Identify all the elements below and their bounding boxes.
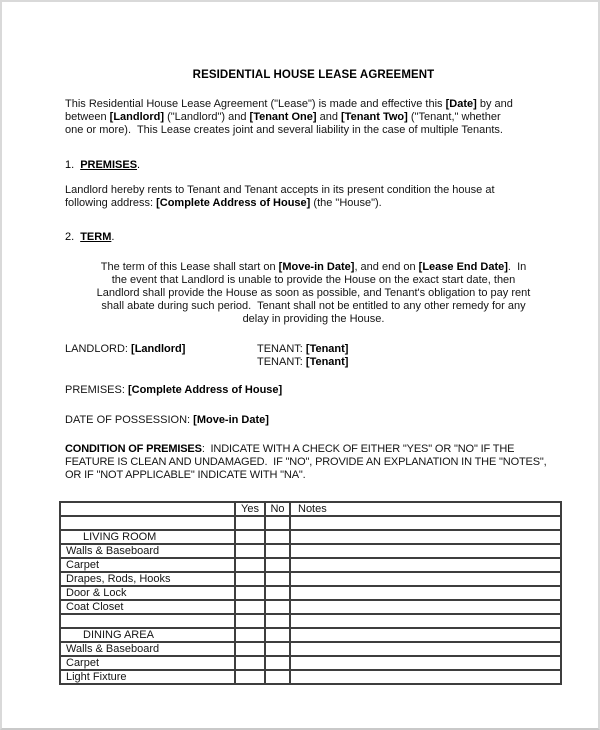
intro-paragraph xyxy=(65,98,562,137)
text-run: : INDICATE WITH A CHECK OF EITHER "YES" OR "NO" IF THE xyxy=(201,443,515,455)
no-cell xyxy=(265,558,290,572)
placeholder-field: [Tenant One] xyxy=(249,111,317,123)
section-heading-premises xyxy=(65,159,562,172)
table-row xyxy=(60,600,561,614)
text-run: (the "House"). xyxy=(310,197,382,209)
text-line xyxy=(257,356,348,369)
placeholder-field: CONDITION OF PREMISES xyxy=(65,443,202,455)
yes-header-cell: Yes xyxy=(235,502,265,516)
section-number: 2. xyxy=(65,231,75,243)
notes-cell xyxy=(290,544,561,558)
placeholder-field: [Landlord] xyxy=(131,343,186,355)
text-run: following address: xyxy=(65,197,157,209)
tenant-lines xyxy=(257,343,348,369)
text-run: between xyxy=(65,111,110,123)
notes-cell xyxy=(290,516,561,530)
feature-header-cell xyxy=(60,502,235,516)
text-run: FEATURE IS CLEAN AND UNDAMAGED. IF "NO", PROVIDE AN EXPLANATION IN THE "NOTES", xyxy=(65,456,547,468)
table-header-row xyxy=(60,502,561,516)
text-line xyxy=(65,197,562,210)
placeholder-field: [Move-in Date] xyxy=(193,414,269,426)
no-header-cell: No xyxy=(265,502,290,516)
term-paragraph xyxy=(65,261,562,326)
section-suffix: . xyxy=(137,159,141,171)
no-cell xyxy=(265,670,290,684)
text-line xyxy=(65,313,562,326)
yes-cell xyxy=(235,530,265,544)
text-run: PREMISES: xyxy=(65,384,128,396)
text-run: one or more). This Lease creates joint and several liability in the case of multiple Tenants. xyxy=(65,124,503,136)
text-line xyxy=(65,300,562,313)
text-line xyxy=(65,111,562,124)
feature-cell: Walls & Baseboard xyxy=(60,544,235,558)
yes-cell xyxy=(235,628,265,642)
yes-cell xyxy=(235,642,265,656)
placeholder-field: [Lease End Date] xyxy=(418,261,508,273)
premises-line xyxy=(65,384,562,397)
no-cell xyxy=(265,600,290,614)
text-run: . In xyxy=(507,261,527,273)
condition-paragraph xyxy=(65,443,575,482)
no-cell xyxy=(265,516,290,530)
condition-checklist-table xyxy=(59,501,562,685)
text-line xyxy=(65,287,562,300)
table-row xyxy=(60,628,561,642)
notes-cell xyxy=(290,628,561,642)
notes-cell xyxy=(290,600,561,614)
feature-cell xyxy=(60,614,235,628)
text-run: , and end on xyxy=(354,261,419,273)
table-row xyxy=(60,656,561,670)
premises-paragraph xyxy=(65,184,562,210)
text-line xyxy=(65,124,562,137)
feature-cell: Light Fixture xyxy=(60,670,235,684)
text-run: and xyxy=(316,111,342,123)
placeholder-field: [Tenant Two] xyxy=(341,111,408,123)
placeholder-field: [Landlord] xyxy=(109,111,165,123)
yes-cell xyxy=(235,572,265,586)
text-line xyxy=(65,443,575,456)
table-row xyxy=(60,614,561,628)
text-run: shall abate during such period. Tenant shall not be entitled to any other remedy for any xyxy=(101,300,526,312)
table-row xyxy=(60,642,561,656)
table-row xyxy=(60,572,561,586)
notes-cell xyxy=(290,656,561,670)
text-line xyxy=(257,343,348,356)
yes-cell xyxy=(235,586,265,600)
text-run: TENANT: xyxy=(257,356,306,368)
yes-cell xyxy=(235,558,265,572)
feature-cell: Door & Lock xyxy=(60,586,235,600)
table-row xyxy=(60,558,561,572)
notes-cell xyxy=(290,642,561,656)
possession-line xyxy=(65,414,562,427)
text-line xyxy=(65,456,575,469)
document-title: RESIDENTIAL HOUSE LEASE AGREEMENT xyxy=(192,69,435,81)
placeholder-field: [Date] xyxy=(445,98,477,110)
notes-cell xyxy=(290,670,561,684)
text-run: LANDLORD: xyxy=(65,343,132,355)
feature-cell: Carpet xyxy=(60,558,235,572)
text-line xyxy=(65,274,562,287)
yes-cell xyxy=(235,600,265,614)
table-row xyxy=(60,670,561,684)
yes-cell xyxy=(235,544,265,558)
table-row xyxy=(60,586,561,600)
text-run: Landlord hereby rents to Tenant and Tenant accepts in its present condition the house at xyxy=(65,184,495,196)
text-run: Landlord shall provide the House as soon as possible, and Tenant's obligation to pay rent xyxy=(96,287,531,299)
section-heading-term xyxy=(65,231,562,244)
table-row xyxy=(60,516,561,530)
text-line xyxy=(65,261,562,274)
notes-cell xyxy=(290,586,561,600)
yes-cell xyxy=(235,614,265,628)
text-run: the event that Landlord is unable to provide the House on the exact start date, then xyxy=(111,274,516,286)
condition-table-body xyxy=(60,502,561,684)
text-run: TENANT: xyxy=(257,343,306,355)
no-cell xyxy=(265,544,290,558)
feature-cell: LIVING ROOM xyxy=(60,530,235,544)
text-run: ("Tenant," whether xyxy=(407,111,501,123)
notes-cell xyxy=(290,558,561,572)
text-line xyxy=(65,469,575,482)
feature-cell: DINING AREA xyxy=(60,628,235,642)
text-run: by and xyxy=(476,98,513,110)
text-line xyxy=(65,184,562,197)
no-cell xyxy=(265,642,290,656)
no-cell xyxy=(265,530,290,544)
yes-cell xyxy=(235,670,265,684)
no-cell xyxy=(265,656,290,670)
feature-cell: Walls & Baseboard xyxy=(60,642,235,656)
text-line xyxy=(65,98,562,111)
placeholder-field: [Complete Address of House] xyxy=(127,384,283,396)
text-run: OR IF "NOT APPLICABLE" INDICATE WITH "NA". xyxy=(65,469,306,481)
placeholder-field: [Complete Address of House] xyxy=(156,197,311,209)
yes-cell xyxy=(235,656,265,670)
placeholder-field: [Tenant] xyxy=(305,356,349,368)
no-cell xyxy=(265,614,290,628)
notes-cell xyxy=(290,614,561,628)
no-cell xyxy=(265,572,290,586)
section-label: TERM xyxy=(80,231,112,243)
no-cell xyxy=(265,628,290,642)
placeholder-field: [Move-in Date] xyxy=(278,261,355,273)
yes-cell xyxy=(235,516,265,530)
notes-header-cell: Notes xyxy=(290,502,561,516)
text-run: ("Landlord") and xyxy=(164,111,250,123)
notes-cell xyxy=(290,572,561,586)
section-number: 1. xyxy=(65,159,75,171)
feature-cell: Drapes, Rods, Hooks xyxy=(60,572,235,586)
placeholder-field: [Tenant] xyxy=(305,343,349,355)
text-run: The term of this Lease shall start on xyxy=(100,261,279,273)
feature-cell: Carpet xyxy=(60,656,235,670)
section-suffix: . xyxy=(111,231,115,243)
no-cell xyxy=(265,586,290,600)
feature-cell xyxy=(60,516,235,530)
table-row xyxy=(60,544,561,558)
landlord-line xyxy=(65,343,185,356)
table-row xyxy=(60,530,561,544)
text-run: delay in providing the House. xyxy=(242,313,385,325)
section-label: PREMISES xyxy=(80,159,138,171)
feature-cell: Coat Closet xyxy=(60,600,235,614)
notes-cell xyxy=(290,530,561,544)
text-run: DATE OF POSSESSION: xyxy=(65,414,194,426)
text-run: This Residential House Lease Agreement ("Lease") is made and effective this xyxy=(65,98,446,110)
